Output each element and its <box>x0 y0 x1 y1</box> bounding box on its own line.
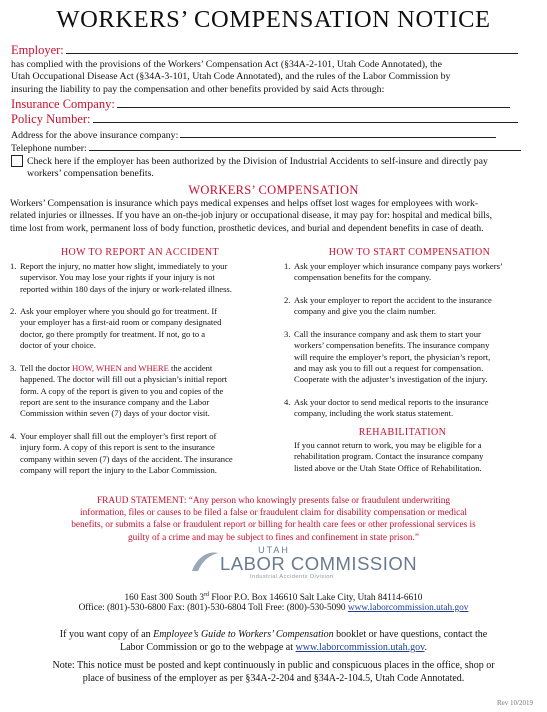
website-link[interactable]: www.laborcommission.utah.gov <box>347 603 469 613</box>
self-insure-checkbox[interactable] <box>11 155 23 167</box>
rehab-line: rehabilitation program. Contact the insurance company <box>294 451 484 462</box>
labor-commission-logo <box>190 545 418 580</box>
start-item-number: 2. <box>284 295 291 305</box>
guide-paragraph <box>20 629 527 655</box>
item3-emphasis: HOW, WHEN and WHERE <box>72 363 169 373</box>
guide-l2-pre: Labor Commission or go to the webpage at <box>120 641 296 653</box>
employer-blank[interactable] <box>66 44 518 54</box>
intro-line-2: Utah Occupational Disease Act (§34A-3-101, Utah Code Annotated), and the rules of the Labor Commission by <box>11 71 451 82</box>
swoosh-icon <box>190 549 220 575</box>
start-item-line: Ask your employer which insurance company pays workers’ <box>294 261 503 271</box>
report-item-number: 4. <box>10 431 17 441</box>
address-blank[interactable] <box>180 128 496 138</box>
guide-mid: booklet or have questions, contact the <box>333 629 488 640</box>
fraud-line: guilty of a crime and may be subject to fines and confinement in state prison.” <box>128 532 419 543</box>
report-item-number: 1. <box>10 261 17 271</box>
address-line-post: Floor P.O. Box 146610 Salt Lake City, Utah 84114-6610 <box>209 593 423 604</box>
insurance-row <box>11 98 510 113</box>
guide-l2-post: . <box>424 641 427 653</box>
rehab-heading: REHABILITATION <box>358 427 447 438</box>
report-item-line: reported within 180 days of the injury or work-related illness. <box>20 283 232 294</box>
report-heading: HOW TO REPORT AN ACCIDENT <box>60 247 220 258</box>
self-insure-line-2: workers’ compensation benefits. <box>27 168 154 179</box>
start-item-line: and may ask you to fill out a request for compensation. <box>294 362 484 373</box>
guide-line-2 <box>20 642 527 655</box>
fraud-line: FRAUD STATEMENT: “Any person who knowingly presents false or fraudulent underwriting <box>96 496 451 506</box>
address-line-pre: 160 East 300 South 3 <box>124 593 205 604</box>
guide-line-1 <box>20 629 527 642</box>
intro-line-3: insuring the liability to pay the compensation and other benefits provided by said Acts through: <box>11 84 385 95</box>
self-insure-line-1: Check here if the employer has been authorized by the Division of Industrial Accidents to self-insure and directly pay <box>27 156 488 167</box>
start-item-line: company, including the work status statement. <box>294 408 454 419</box>
report-item-line: Ask your employer where you should go for treatment. If <box>20 306 218 316</box>
employer-label: Employer: <box>11 43 64 57</box>
report-item-line: your employer has a first-aid room or company designated <box>20 317 222 328</box>
start-heading: HOW TO START COMPENSATION <box>328 247 491 258</box>
logo-utah: UTAH <box>258 545 290 555</box>
start-item-line: Call the insurance company and ask them to start your <box>294 329 481 339</box>
report-item-line: form. A copy of the report is given to you and copies of the <box>20 385 224 396</box>
report-item-line: company within seven (7) days of the accident. The insurance <box>20 453 233 464</box>
address-label: Address for the above insurance company: <box>11 130 179 141</box>
insurance-label: Insurance Company: <box>11 97 115 111</box>
fraud-statement <box>30 495 517 544</box>
fraud-line: information, files or causes to be filed a false or fraudulent claim for disability compensation or medical <box>80 508 467 519</box>
phone-row <box>11 141 521 156</box>
start-item-number: 3. <box>284 329 291 339</box>
logo-subtitle: Industrial Accidents Division <box>250 574 334 580</box>
start-item-line: Ask your employer to report the accident to the insurance <box>294 295 492 305</box>
start-item-line: will require the employer’s report, the physician’s report, <box>294 351 491 362</box>
intro-line-1: has complied with the provisions of the Workers’ Compensation Act (§34A-2-101, Utah Code Annotated), the <box>11 59 442 70</box>
logo-name: LABOR COMMISSION <box>220 553 418 574</box>
policy-blank[interactable] <box>93 113 518 123</box>
fraud-line: benefits, or submits a false or fraudulent report or billing for health care fees or other professional services is <box>71 520 476 531</box>
report-item-line: Report the injury, no matter how slight, immediately to your <box>20 261 228 271</box>
revision-label: Rev 10/2019 <box>497 699 533 707</box>
address-sup: rd <box>204 592 210 598</box>
policy-row <box>11 113 518 128</box>
item3-post: the accident <box>168 363 213 373</box>
note-paragraph <box>6 660 541 686</box>
note-line-1: Note: This notice must be posted and kept continuously in public and conspicuous places in the office, shop or <box>52 660 495 671</box>
start-item-number: 1. <box>284 261 291 271</box>
item3-pre: Tell the doctor <box>20 363 73 373</box>
guide-pre: If you want copy of an <box>59 629 154 640</box>
report-item-number: 2. <box>10 306 17 316</box>
report-item-line: doctor, go there promptly for treatment. If not, go to a <box>20 328 206 339</box>
rehab-line: If you cannot return to work, you may be eligible for a <box>294 440 482 450</box>
guide-website-link[interactable]: www.laborcommission.utah.gov <box>295 641 425 653</box>
wc-paragraph <box>10 198 538 235</box>
guide-title: Employee’s Guide to Workers’ Compensation <box>153 629 334 640</box>
report-item-line: happened. The doctor will fill out a physician’s initial report <box>20 374 227 385</box>
rehab-text <box>294 440 539 474</box>
contact-line <box>0 602 547 614</box>
employer-row <box>11 44 518 59</box>
start-item-line: Cooperate with the adjuster’s investigation of the injury. <box>294 374 488 385</box>
report-item-line <box>20 363 227 374</box>
start-item-line: workers’ compensation benefits. The insurance company <box>294 340 490 351</box>
report-item-line: report are sent to the insurance company and the Labor <box>20 396 210 407</box>
wc-heading: WORKERS’ COMPENSATION <box>188 183 359 197</box>
report-item-line: company will report the injury to the Labor Commission. <box>20 464 217 475</box>
policy-label: Policy Number: <box>11 112 91 126</box>
report-item-line: Commission within seven (7) days of your doctor visit. <box>20 408 210 419</box>
wc-line-2: related injuries or illnesses. If you have an on-the-job injury or occupational disease, it may pay for: hospital and medical bills, <box>10 211 492 222</box>
start-item-number: 4. <box>284 397 291 407</box>
report-item-line: injury form. A copy of this report is sent to the insurance <box>20 442 215 453</box>
start-item-line: Ask your doctor to send medical reports to the insurance <box>294 397 489 407</box>
insurance-blank[interactable] <box>117 98 510 108</box>
contact-line-pre: Office: (801)-530-6800 Fax: (801)-530-6804 Toll Free: (800)-530-5090 <box>78 603 348 613</box>
report-item-line: Your employer shall fill out the employer’s first report of <box>20 431 217 441</box>
page-title: WORKERS’ COMPENSATION NOTICE <box>56 6 491 33</box>
report-item-line: supervisor. You may lose your rights if your injury is not <box>20 272 215 283</box>
phone-blank[interactable] <box>89 141 521 151</box>
phone-label: Telephone number: <box>11 143 87 154</box>
note-line-2: place of business of the employer as per §34A-2-204 and §34A-2-104.5, Utah Code Annotated. <box>82 672 465 684</box>
rehab-line: listed above or the Utah State Office of Rehabilitation. <box>294 462 482 473</box>
start-item-line: company and give you the claim number. <box>294 306 436 317</box>
wc-line-3: time lost from work, permanent loss of body function, prosthetic devices, and burial and dependent benefits in case of death. <box>10 223 484 234</box>
wc-line-1: Workers’ Compensation is insurance which pays medical expenses and helps offset lost wages for employees with work- <box>10 198 479 209</box>
report-item-number: 3. <box>10 363 17 373</box>
report-item-line: doctor of your choice. <box>20 339 96 350</box>
start-item-line: compensation benefits for the company. <box>294 272 432 283</box>
